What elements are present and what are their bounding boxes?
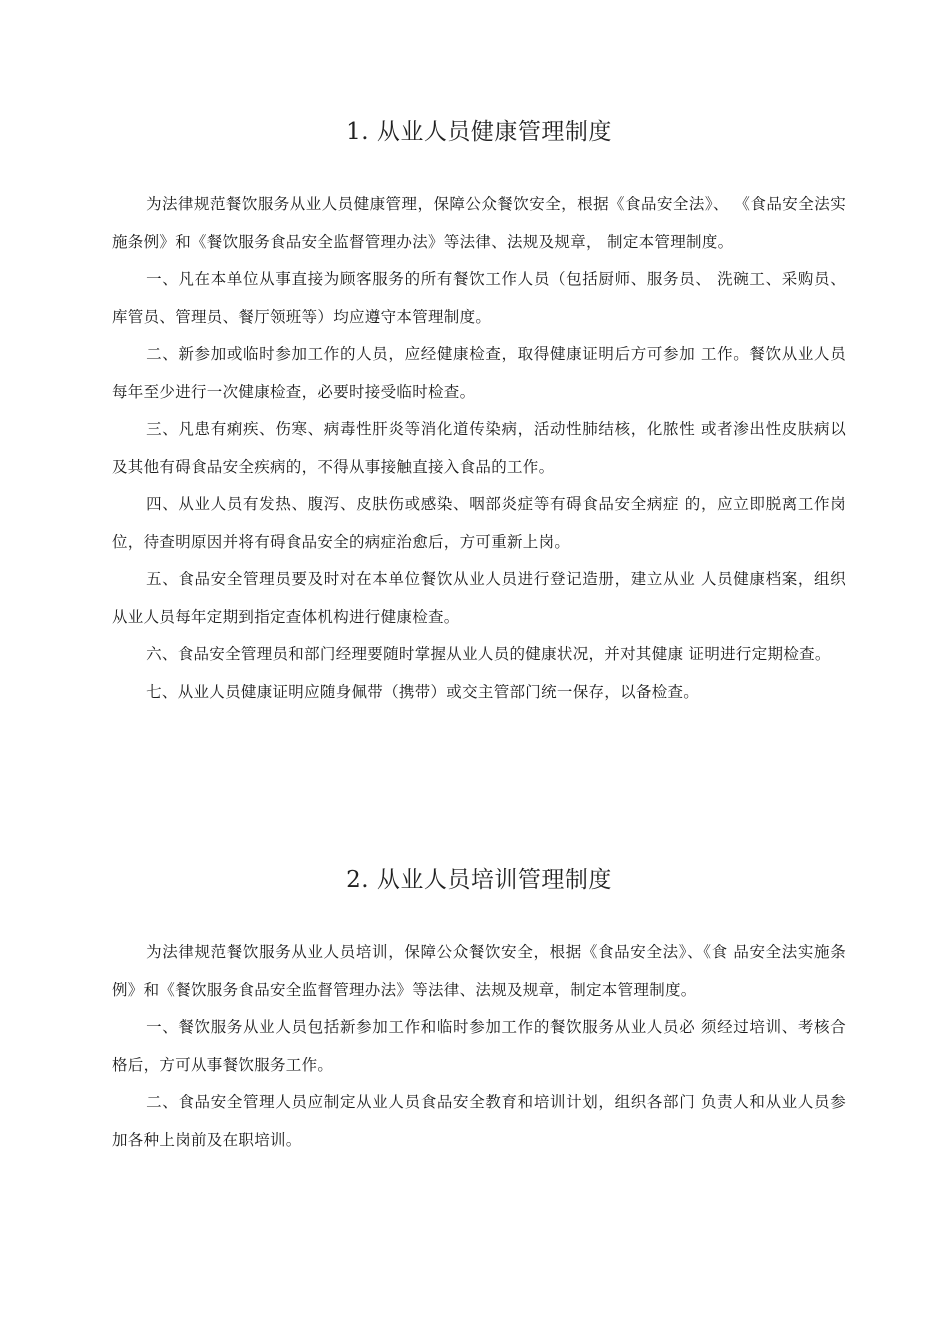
section-body bbox=[112, 934, 846, 1159]
section-title: 2. 从业人员培训管理制度 bbox=[346, 867, 612, 893]
paragraph-intro: 为法律规范餐饮服务从业人员培训，保障公众餐饮安全，根据《食品安全法》、《食 品安全法实施条例》和《餐饮服务食品安全监督管理办法》等法律、法规及规章，制定本管理制度。 bbox=[112, 943, 846, 999]
paragraph-item-5: 五、食品安全管理员要及时对在本单位餐饮从业人员进行登记造册，建立从业 人员健康档案，组织从业人员每年定期到指定查体机构进行健康检查。 bbox=[112, 570, 846, 626]
section-training-management bbox=[112, 860, 846, 1159]
paragraph-item-1: 一、凡在本单位从事直接为顾客服务的所有餐饮工作人员（包括厨师、服务员、 洗碗工、采购员、库管员、管理员、餐厅领班等）均应遵守本管理制度。 bbox=[112, 270, 846, 326]
paragraph-item-1: 一、餐饮服务从业人员包括新参加工作和临时参加工作的餐饮服务从业人员必 须经过培训、考核合格后，方可从事餐饮服务工作。 bbox=[112, 1018, 846, 1074]
paragraph-item-7: 七、从业人员健康证明应随身佩带（携带）或交主管部门统一保存，以备检查。 bbox=[146, 682, 700, 701]
paragraph-item-2: 二、新参加或临时参加工作的人员，应经健康检查，取得健康证明后方可参加 工作。餐饮从业人员每年至少进行一次健康检查，必要时接受临时检查。 bbox=[112, 345, 846, 401]
paragraph-intro: 为法律规范餐饮服务从业人员健康管理，保障公众餐饮安全，根据《食品安全法》、 《食品安全法实施条例》和《餐饮服务食品安全监督管理办法》等法律、法规及规章， 制定本管理制度。 bbox=[112, 195, 846, 251]
paragraph-item-3: 三、凡患有痢疾、伤寒、病毒性肝炎等消化道传染病，活动性肺结核，化脓性 或者渗出性皮肤病以及其他有碍食品安全疾病的，不得从事接触直接入食品的工作。 bbox=[112, 420, 846, 476]
section-title: 1. 从业人员健康管理制度 bbox=[346, 119, 612, 145]
paragraph-item-2: 二、食品安全管理人员应制定从业人员食品安全教育和培训计划，组织各部门 负责人和从业人员参加各种上岗前及在职培训。 bbox=[112, 1093, 846, 1149]
paragraph-item-4: 四、从业人员有发热、腹泻、皮肤伤或感染、咽部炎症等有碍食品安全病症 的，应立即脱离工作岗位，待查明原因并将有碍食品安全的病症治愈后，方可重新上岗。 bbox=[112, 495, 846, 551]
paragraph-item-6: 六、食品安全管理员和部门经理要随时掌握从业人员的健康状况，并对其健康 证明进行定期检查。 bbox=[146, 645, 831, 663]
section-body bbox=[112, 186, 846, 711]
section-health-management bbox=[112, 112, 846, 711]
